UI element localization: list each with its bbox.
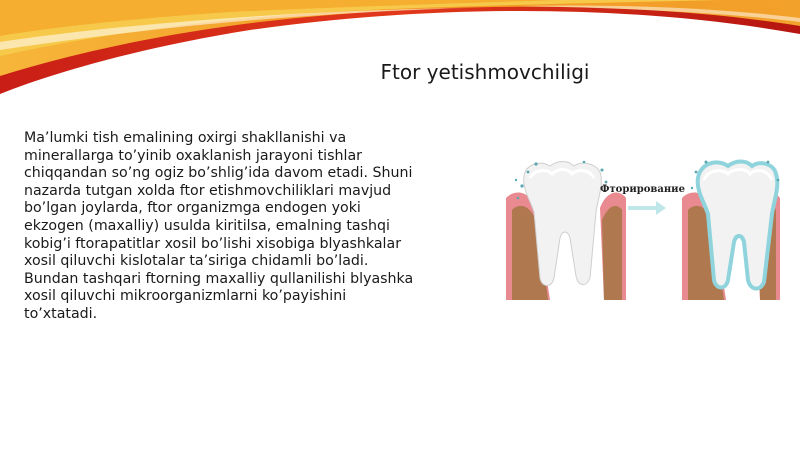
tooth-before-icon xyxy=(506,161,626,300)
arrow-right-icon xyxy=(628,201,666,215)
image-caption: Фторирование xyxy=(600,184,685,195)
teeth-fluoridation-illustration xyxy=(506,158,780,300)
body-paragraph: Ma’lumki tish emalining oxirgi shakllanishi va minerallarga to’yinib oxaklanish jarayoni tishlar chiqqandan so’ng ogiz bo’shlig’ida davom etadi. Shuni nazarda tutgan xolda ftor etishmovchiliklari mavjud bo’lgan joylarda, ftor organizmga endogen yoki ekzogen (maxalliy) usulda kiritilsa, emalning tashqi kobig’i ftorapatitlar xosil bo’lishi xisobiga blyashkalar xosil qiluvchi kislotalar ta’siriga chidamli bo’ladi. Bundan tashqari ftorning maxalliy qullanilishi blyashka xosil qiluvchi mikroorganizmlarni ko’payishini to’xtatadi. xyxy=(24,130,414,322)
tooth-after-icon xyxy=(682,161,780,301)
decorative-swoosh xyxy=(0,0,800,100)
slide-title: Ftor yetishmovchiligi xyxy=(380,60,590,84)
